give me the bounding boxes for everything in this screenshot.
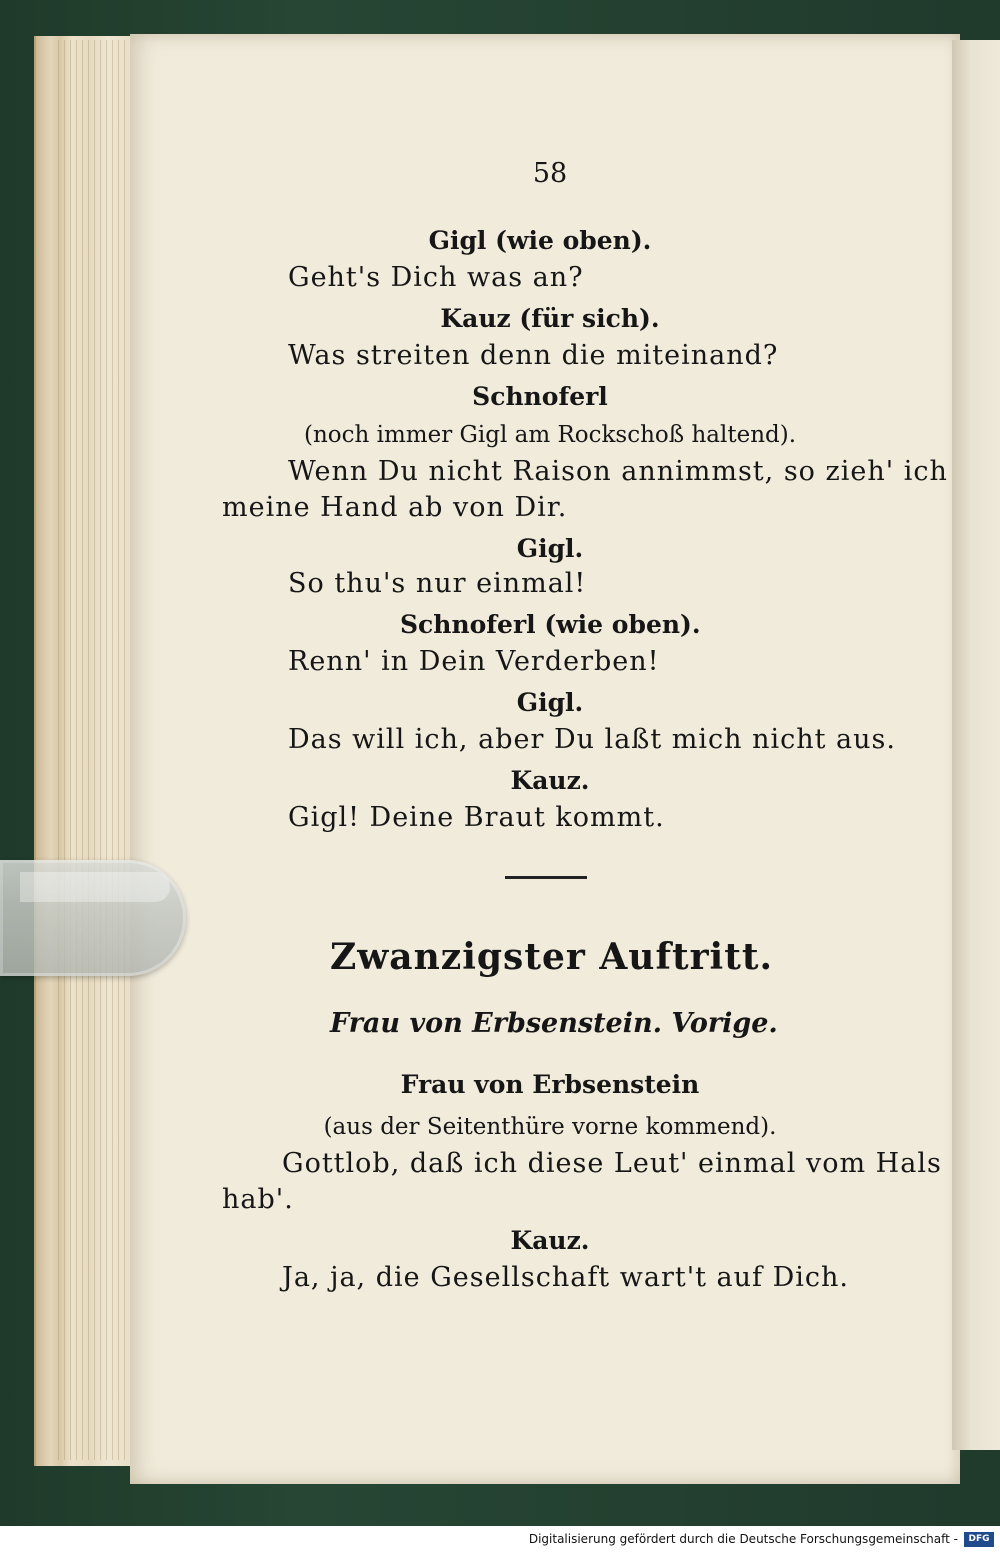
page-number: 58 <box>532 158 568 189</box>
scene-divider <box>505 876 587 879</box>
dialogue-line: Das will ich, aber Du laßt mich nicht aus. <box>288 724 896 755</box>
scene-characters: Frau von Erbsenstein. Vorige. <box>330 1008 778 1039</box>
speaker-label: Kauz. <box>510 1226 590 1255</box>
dialogue-line: Gigl! Deine Braut kommt. <box>288 802 665 833</box>
dialogue-line: meine Hand ab von Dir. <box>222 492 568 523</box>
speaker-label: Schnoferl (wie oben). <box>400 610 701 639</box>
speaker-label: Kauz (für sich). <box>440 304 660 333</box>
dialogue-line: Was streiten denn die miteinand? <box>288 340 779 371</box>
speaker-label: Frau von Erbsenstein <box>400 1070 700 1099</box>
scene-heading: Zwanzigster Auftritt. <box>330 936 774 978</box>
speaker-label: Gigl (wie oben). <box>428 226 652 255</box>
dialogue-line: Renn' in Dein Verderben! <box>288 646 660 677</box>
stage-direction: (noch immer Gigl am Rockschoß haltend). <box>303 422 797 448</box>
page-clip-highlight <box>20 872 170 902</box>
stage-direction: (aus der Seitenthüre vorne kommend). <box>323 1114 777 1140</box>
dfg-logo: DFG <box>964 1532 994 1547</box>
footer-credit: Digitalisierung gefördert durch die Deutsche Forschungsgemeinschaft - <box>528 1532 958 1546</box>
dialogue-line: Geht's Dich was an? <box>288 262 584 293</box>
speaker-label: Schnoferl <box>472 382 608 411</box>
dialogue-line: hab'. <box>222 1184 294 1215</box>
dialogue-line: Wenn Du nicht Raison annimmst, so zieh' ich <box>288 456 948 487</box>
dialogue-line: Gottlob, daß ich diese Leut' einmal vom Hals <box>282 1148 942 1179</box>
speaker-label: Gigl. <box>516 534 584 563</box>
speaker-label: Gigl. <box>516 688 584 717</box>
facing-page-edge <box>952 40 1000 1450</box>
dialogue-line: So thu's nur einmal! <box>288 568 587 599</box>
dialogue-line: Ja, ja, die Gesellschaft wart't auf Dich. <box>282 1262 849 1293</box>
speaker-label: Kauz. <box>510 766 590 795</box>
